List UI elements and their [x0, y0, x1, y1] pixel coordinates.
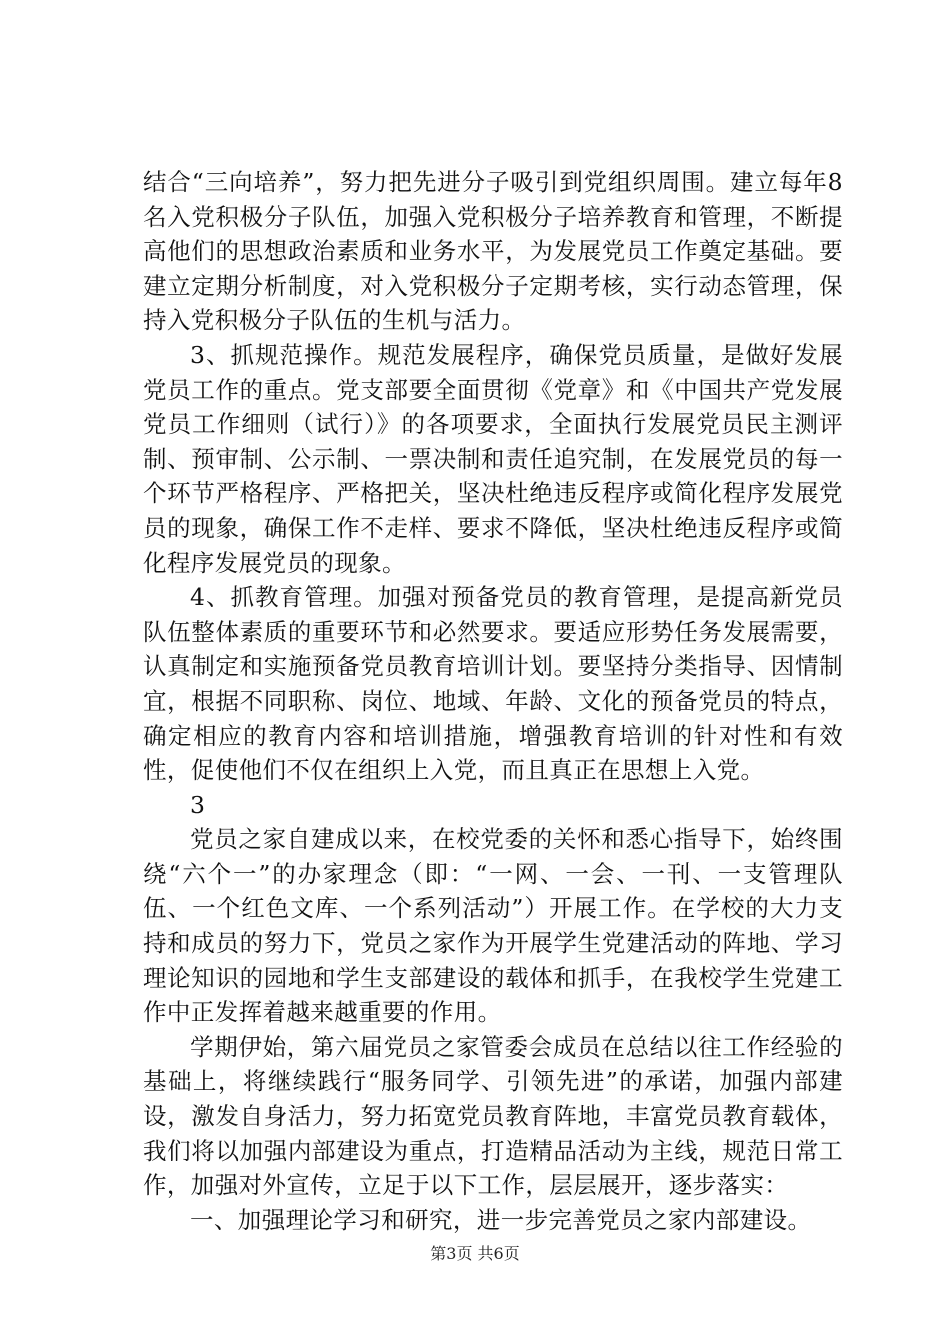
paragraph-heading-theory-study: 一、加强理论学习和研究，进一步完善党员之家内部建设。 [190, 1205, 812, 1234]
paragraph-semester-plan: 学期伊始，第六届党员之家管委会成员在总结以往工作经验的基础上，将继续践行“服务同学、引领先进”的承诺，加强内部建设，激发自身活力，努力拓宽党员教育阵地，丰富党员教育载体，我们将以加强内部建设为重点，打造精品活动为主线，规范日常工作，加强对外宣传，立足于以下工作，层层展开，逐步落实： [143, 1032, 843, 1200]
paragraph-continuation: 结合“三向培养”，努力把先进分子吸引到党组织周围。建立每年8名入党积极分子队伍，加强入党积极分子培养教育和管理，不断提高他们的思想政治素质和业务水平，为发展党员工作奠定基础。要建立定期分析制度，对入党积极分子定期考核，实行动态管理，保持入党积极分子队伍的生机与活力。 [143, 168, 843, 335]
page-number-footer: 第3页 共6页 [430, 1244, 520, 1263]
paragraph-education-management: 4、抓教育管理。加强对预备党员的教育管理，是提高新党员队伍整体素质的重要环节和必然要求。要适应形势任务发展需要，认真制定和实施预备党员教育培训计划。要坚持分类指导、因情制宜，根据不同职称、岗位、地域、年龄、文化的预备党员的特点，确定相应的教育内容和培训措施，增强教育培训的针对性和有效性，促使他们不仅在组织上入党，而且真正在思想上入党。 [143, 583, 843, 785]
paragraph-standardize-operations: 3、抓规范操作。规范发展程序，确保党员质量，是做好发展党员工作的重点。党支部要全面贯彻《党章》和《中国共产党发展党员工作细则（试行）》的各项要求，全面执行发展党员民主测评制、预审制、公示制、一票决制和责任追究制，在发展党员的每一个环节严格程序、严格把关，坚决杜绝违反程序或简化程序发展党员的现象，确保工作不走样、要求不降低，坚决杜绝违反程序或简化程序发展党员的现象。 [143, 340, 843, 577]
paragraph-party-home-intro: 党员之家自建成以来，在校党委的关怀和悉心指导下，始终围绕“六个一”的办家理念（即：“一网、一会、一刊、一支管理队伍、一个红色文库、一个系列活动”）开展工作。在学校的大力支持和成员的努力下，党员之家作为开展学生党建活动的阵地、学习理论知识的园地和学生支部建设的载体和抓手，在我校学生党建工作中正发挥着越来越重要的作用。 [143, 825, 843, 1027]
document-body [143, 165, 843, 1237]
section-number: 3 [190, 790, 206, 819]
